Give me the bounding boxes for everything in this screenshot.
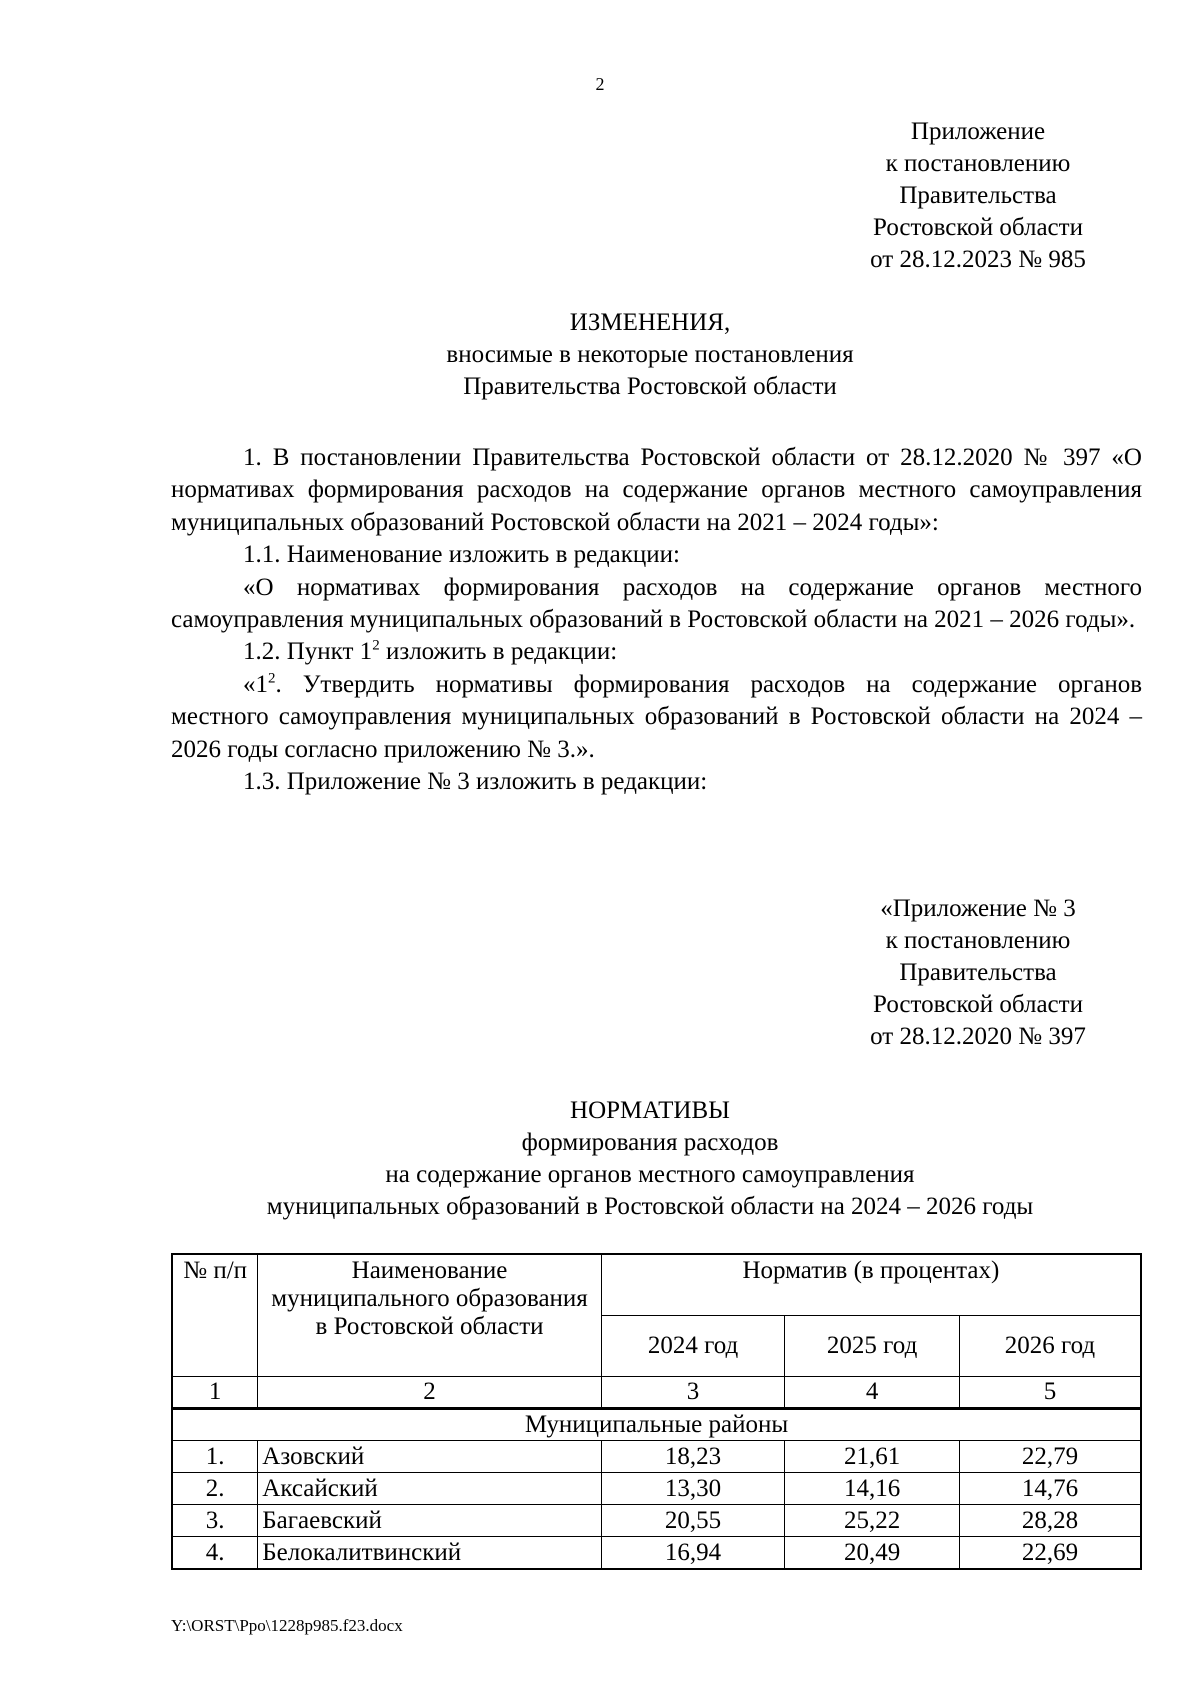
page-number: 2 (595, 74, 605, 94)
text: . Утвердить нормативы формирования расходов на содержание органов местного самоуправления муниципальных образований в Ростовской области на 2024 – 2026 годы согласно приложению № 3.». (171, 670, 1142, 763)
document-body (171, 442, 1142, 798)
row-number: 3. (172, 1505, 258, 1537)
appendix-line: Приложение (910, 118, 1046, 145)
paragraph: 1.1. Наименование изложить в редакции: (243, 541, 680, 569)
text: «1 (243, 670, 268, 698)
header-year: 2024 год (601, 1316, 785, 1377)
appendix-line: Ростовской области (873, 214, 1083, 241)
appendix-line: от 28.12.2023 № 985 (870, 246, 1086, 273)
text: изложить в редакции: (379, 638, 618, 666)
norms-title: НОРМАТИВЫ (570, 1097, 730, 1124)
value-2026: 14,76 (959, 1473, 1141, 1505)
header-number: № п/п (172, 1254, 258, 1377)
appendix-line: «Приложение № 3 (880, 895, 1076, 922)
table-row (172, 1441, 1141, 1473)
norms-table (171, 1253, 1142, 1570)
municipality-name: Азовский (258, 1441, 601, 1473)
paragraph: «О нормативах формирования расходов на содержание органов местного самоуправления муниципальных образований в Ростовской области на 2021 – 2026 годы». (171, 573, 1142, 634)
column-number: 3 (601, 1377, 785, 1409)
appendix-line: Ростовской области (873, 991, 1083, 1018)
value-2025: 14,16 (785, 1473, 960, 1505)
municipality-name: Аксайский (258, 1473, 601, 1505)
value-2025: 20,49 (785, 1537, 960, 1570)
appendix-line: Правительства (899, 182, 1057, 209)
norms-subtitle: формирования расходов (521, 1129, 779, 1156)
table-row (172, 1473, 1141, 1505)
paragraph: 1. В постановлении Правительства Ростовской области от 28.12.2020 № 397 «О нормативах формирования расходов на содержание органов местного самоуправления муниципальных образований Ростовской области на 2021 – 2024 годы»: (171, 444, 1142, 536)
column-number: 2 (258, 1377, 601, 1409)
header-year: 2026 год (959, 1316, 1141, 1377)
value-2025: 25,22 (785, 1505, 960, 1537)
appendix-line: к постановлению (885, 150, 1071, 177)
file-path-footer: Y:\ORST\Ppo\1228p985.f23.docx (171, 1616, 403, 1635)
value-2025: 21,61 (785, 1441, 960, 1473)
appendix-line: к постановлению (885, 927, 1071, 954)
superscript: 2 (372, 638, 380, 655)
changes-subtitle: вносимые в некоторые постановления (446, 341, 854, 368)
norms-subtitle: муниципальных образований в Ростовской области на 2024 – 2026 годы (266, 1193, 1034, 1220)
group-row: Муниципальные районы (172, 1409, 1141, 1441)
changes-title: ИЗМЕНЕНИЯ, (569, 309, 731, 336)
paragraph (171, 669, 1142, 766)
appendix-header (848, 116, 1108, 276)
norms-subtitle: на содержание органов местного самоуправления (385, 1161, 915, 1188)
municipality-name: Белокалитвинский (258, 1537, 601, 1570)
norms-heading (170, 1095, 1130, 1223)
municipality-name: Багаевский (258, 1505, 601, 1537)
paragraph: 1.3. Приложение № 3 изложить в редакции: (243, 768, 708, 796)
column-number: 1 (172, 1377, 258, 1409)
text: 1.2. Пункт 1 (243, 638, 373, 666)
header-norm: Норматив (в процентах) (601, 1254, 1141, 1316)
appendix-3-header (848, 893, 1108, 1053)
table-row (172, 1537, 1141, 1570)
header-year: 2025 год (785, 1316, 960, 1377)
changes-subtitle: Правительства Ростовской области (463, 373, 837, 400)
row-number: 4. (172, 1537, 258, 1570)
value-2024: 20,55 (601, 1505, 785, 1537)
appendix-line: Правительства (899, 959, 1057, 986)
changes-heading (170, 307, 1130, 403)
column-number: 5 (959, 1377, 1141, 1409)
table-row (172, 1505, 1141, 1537)
value-2024: 16,94 (601, 1537, 785, 1570)
value-2026: 22,69 (959, 1537, 1141, 1570)
value-2026: 28,28 (959, 1505, 1141, 1537)
row-number: 2. (172, 1473, 258, 1505)
value-2026: 22,79 (959, 1441, 1141, 1473)
appendix-line: от 28.12.2020 № 397 (870, 1023, 1086, 1050)
row-number: 1. (172, 1441, 258, 1473)
header-name: Наименование муниципального образования в Ростовской области (258, 1254, 601, 1377)
superscript: 2 (268, 670, 276, 687)
value-2024: 13,30 (601, 1473, 785, 1505)
column-number: 4 (785, 1377, 960, 1409)
value-2024: 18,23 (601, 1441, 785, 1473)
paragraph (171, 636, 1142, 668)
